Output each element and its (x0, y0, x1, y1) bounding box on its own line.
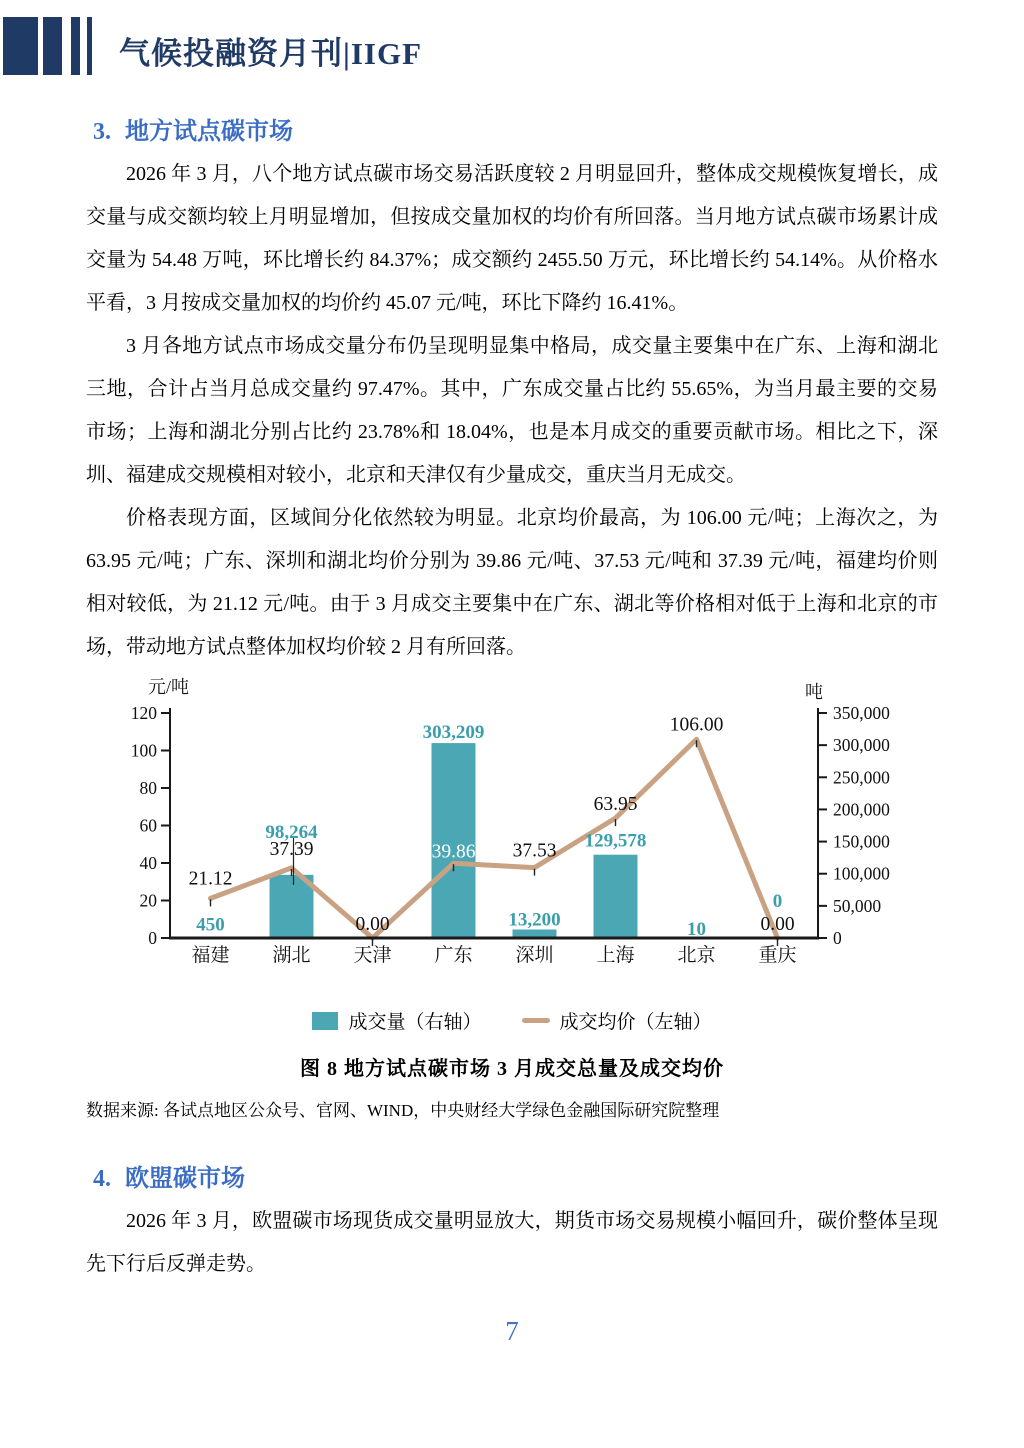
svg-text:13,200: 13,200 (508, 909, 561, 931)
svg-text:303,209: 303,209 (422, 722, 485, 744)
price-swatch-icon (522, 1018, 550, 1023)
data-source-note: 数据来源: 各试点地区公众号、官网、WIND，中央财经大学绿色金融国际研究院整理 (86, 1101, 720, 1120)
svg-text:250,000: 250,000 (833, 767, 890, 788)
svg-text:450: 450 (196, 914, 225, 936)
section-4-number: 4. (93, 1166, 111, 1192)
svg-text:广东: 广东 (434, 945, 473, 966)
svg-text:天津: 天津 (353, 945, 392, 966)
paragraph: 3 月各地方试点市场成交量分布仍呈现明显集中格局，成交量主要集中在广东、上海和湖北三地，合计占当月总成交量约 97.47%。其中，广东成交量占比约 55.65%，为当月最主要的交易市场；上海和湖北分别占比约 23.78%和 18.04%，也是本月成交的重要贡献市场。相比之下，深圳、福建成交规模相对较小，北京和天津仅有少量成交，重庆当月无成交。 (86, 335, 938, 486)
svg-text:60: 60 (139, 815, 157, 836)
chart-legend (0, 1007, 1024, 1034)
svg-text:39.86: 39.86 (431, 841, 476, 863)
svg-text:80: 80 (139, 778, 157, 798)
svg-text:300,000: 300,000 (833, 735, 890, 756)
svg-text:0.00: 0.00 (355, 914, 390, 935)
section-3-number: 3. (93, 119, 111, 145)
volume-swatch-icon (312, 1012, 338, 1030)
logo-icon (3, 17, 38, 75)
svg-text:湖北: 湖北 (272, 945, 311, 966)
svg-text:0: 0 (833, 928, 842, 948)
svg-text:0: 0 (772, 891, 783, 912)
svg-text:100: 100 (130, 740, 157, 761)
svg-text:63.95: 63.95 (593, 794, 638, 816)
svg-text:98,264: 98,264 (265, 821, 318, 843)
svg-text:20: 20 (139, 890, 157, 911)
figure-caption: 图 8 地方试点碳市场 3 月成交总量及成交均价 (300, 1058, 724, 1080)
legend-price-label: 成交均价（左轴） (559, 1012, 712, 1033)
paragraph: 2026 年 3 月，八个地方试点碳市场交易活跃度较 2 月明显回升，整体成交规模恢复增长，成交量与成交额均较上月明显增加，但按成交量加权的均价有所回落。当月地方试点碳市场累计成交量为 54.48 万吨，环比增长约 84.37%；成交额约 2455.50 万元，环比增长约 54.14%。从价格水平看，3 月按成交量加权的均价约 45.07 元/吨，环比下降约 16.41%。 (86, 163, 938, 314)
svg-text:37.53: 37.53 (512, 840, 557, 862)
section-3-title: 地方试点碳市场 (125, 119, 293, 145)
section-4-title: 欧盟碳市场 (125, 1166, 245, 1192)
svg-text:北京: 北京 (677, 945, 716, 966)
logo-icon (71, 17, 80, 75)
paragraph: 2026 年 3 月，欧盟碳市场现货成交量明显放大，期货市场交易规模小幅回升，碳价整体呈现先下行后反弹走势。 (86, 1210, 938, 1275)
svg-text:106.00: 106.00 (669, 714, 724, 736)
svg-text:40: 40 (139, 853, 157, 873)
svg-text:50,000: 50,000 (833, 895, 882, 916)
svg-text:200,000: 200,000 (833, 799, 890, 820)
section-4-body (86, 1200, 938, 1286)
svg-text:129,578: 129,578 (584, 830, 647, 852)
journal-title: 气候投融资月刊|IIGF (119, 36, 423, 71)
svg-text:120: 120 (130, 703, 157, 723)
svg-text:37.39: 37.39 (269, 838, 314, 860)
legend-item-volume (312, 1007, 481, 1034)
section-4-heading (93, 1158, 245, 1193)
svg-text:21.12: 21.12 (188, 868, 233, 890)
svg-text:重庆: 重庆 (758, 945, 797, 966)
svg-text:350,000: 350,000 (833, 703, 890, 723)
logo-icon (43, 17, 62, 75)
svg-text:100,000: 100,000 (833, 863, 890, 884)
section-3-heading (93, 111, 293, 146)
bar-line-chart (86, 668, 938, 968)
svg-text:上海: 上海 (596, 945, 635, 966)
svg-text:元/吨: 元/吨 (148, 677, 190, 697)
svg-text:150,000: 150,000 (833, 831, 890, 852)
svg-text:10: 10 (687, 918, 706, 940)
page-number: 7 (505, 1316, 519, 1346)
svg-text:深圳: 深圳 (515, 945, 554, 966)
legend-volume-label: 成交量（右轴） (348, 1012, 482, 1033)
svg-text:0.00: 0.00 (760, 914, 795, 935)
logo-icon (87, 17, 92, 75)
legend-item-price (522, 1007, 712, 1034)
svg-text:吨: 吨 (805, 682, 823, 702)
paragraph: 价格表现方面，区域间分化依然较为明显。北京均价最高，为 106.00 元/吨；上海次之，为 63.95 元/吨；广东、深圳和湖北均价分别为 39.86 元/吨、37.53 元/吨和 37.39 元/吨，福建均价则相对较低，为 21.12 元/吨。由于 3 月成交主要集中在广东、湖北等价格相对低于上海和北京的市场，带动地方试点整体加权均价较 2 月有所回落。 (86, 507, 938, 658)
section-3-body (86, 153, 938, 669)
svg-text:福建: 福建 (191, 945, 230, 966)
svg-text:0: 0 (148, 928, 157, 948)
